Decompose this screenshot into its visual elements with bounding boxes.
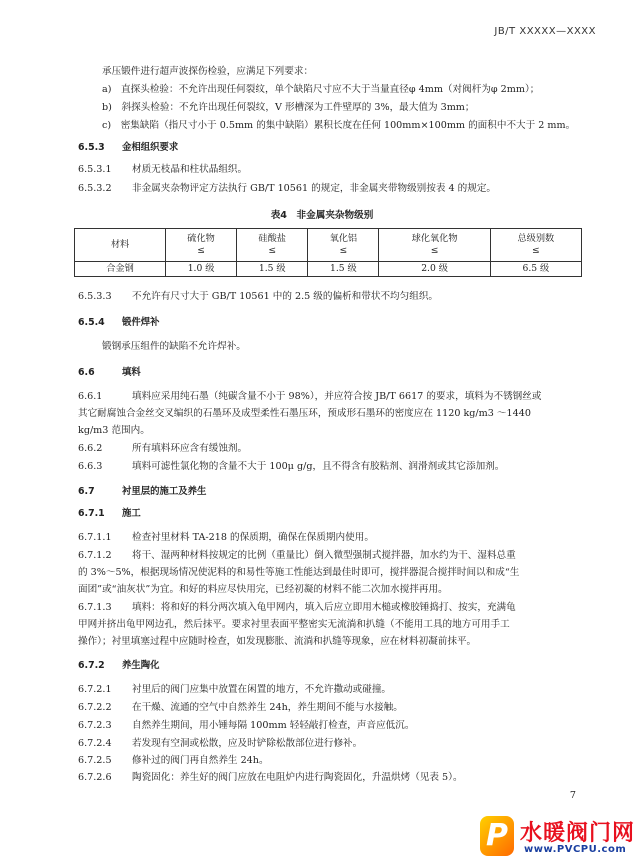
logo-mark-icon: P	[480, 816, 514, 856]
intro-paragraph: 承压锻件进行超声波探伤检验，应满足下列要求：	[102, 66, 314, 77]
section-6-5-4-heading: 6.5.4 锻件焊补	[78, 317, 160, 328]
clause-6-6-2: 6.6.2 所有填料环应含有缓蚀剂。	[78, 443, 248, 454]
table-4-caption: 表4 非金属夹杂物级别	[270, 210, 374, 221]
header-sulfide: 硫化物 ≤	[166, 229, 237, 262]
section-6-7-2-heading: 6.7.2 养生陶化	[78, 660, 160, 671]
clause-6-6-1-cont2: kg/m3 范围内。	[78, 425, 150, 436]
clause-6-7-2-6: 6.7.2.6 陶瓷固化：养生好的阀门应放在电阻炉内进行陶瓷固化，升温烘烤（见表 5）。	[78, 772, 463, 783]
header-total-grade: 总级别数 ≤	[490, 229, 581, 262]
clause-6-7-1-3: 6.7.1.3 填料：将和好的料分两次填入龟甲网内，填入后应立即用木槌或橡胶锤捣打、按实，充满龟	[78, 602, 516, 613]
table-row	[75, 262, 582, 277]
list-item-b: b) 斜探头检验：不允许出现任何裂纹，V 形槽深为工件壁厚的 3%，最大值为 3mm；	[102, 102, 475, 113]
clause-6-5-3-2: 6.5.3.2 非金属夹杂物评定方法执行 GB/T 10561 的规定，非金属夹带物级别按表 4 的规定。	[78, 183, 497, 194]
clause-6-7-1-2-cont2: 面团”或“油灰状”为宜。和好的料应尽快用完，已经初凝的材料不能二次加水搅拌再用。	[78, 584, 448, 595]
watermark-url: www.PVCPU.com	[524, 844, 627, 855]
clause-6-7-2-5: 6.7.2.5 修补过的阀门再自然养生 24h。	[78, 755, 269, 766]
clause-6-6-1-cont: 其它耐腐蚀合金丝交叉编织的石墨环及成型柔性石墨压环，预成形石墨环的密度应在 1120 kg/m3 ～1440	[78, 408, 531, 419]
cell-material: 合金钢	[75, 262, 166, 277]
cell-value: 1.5 级	[237, 262, 308, 277]
clause-6-7-2-1: 6.7.2.1 衬里后的阀门应集中放置在闲置的地方，不允许撒动或碰撞。	[78, 684, 392, 695]
clause-6-5-3-1: 6.5.3.1 材质无枝晶和柱状晶组织。	[78, 164, 248, 175]
cell-value: 1.5 级	[308, 262, 379, 277]
page-number: 7	[569, 790, 576, 801]
header-alumina: 氧化铝 ≤	[308, 229, 379, 262]
section-6-7-heading: 6.7 衬里层的施工及养生	[78, 486, 207, 497]
standard-code: JB/T XXXXX—XXXX	[494, 26, 596, 37]
clause-6-7-1-3-cont2: 操作）；衬里填塞过程中应随时检查，如发现膨胀、流淌和扒缝等现象，应在材料初凝前抹平。	[78, 636, 477, 647]
cell-value: 2.0 级	[379, 262, 490, 277]
table-header-row	[75, 229, 582, 262]
header-material: 材料	[75, 229, 166, 262]
site-watermark-logo	[478, 812, 644, 863]
list-item-c: c) 密集缺陷（指尺寸小于 0.5mm 的集中缺陷）累积长度在任何 100mm×100mm 的面积中不大于 2 mm。	[102, 120, 576, 131]
clause-6-6-3: 6.6.3 填料可滤性氯化物的含量不大于 100μ g/g，且不得含有胶粘剂、润滑剂或其它添加剂。	[78, 461, 505, 472]
clause-6-7-1-2: 6.7.1.2 将干、湿两种材料按规定的比例（重量比）倒入微型强制式搅拌器，加水约为干、湿料总重	[78, 550, 516, 561]
section-6-6-heading: 6.6 填料	[78, 367, 141, 378]
clause-6-7-1-3-cont: 甲网并挤出龟甲网边孔，然后抹平。要求衬里表面平整密实无流淌和扒缝（不能用工具的地方可用手工	[78, 619, 510, 630]
cell-value: 6.5 级	[490, 262, 581, 277]
clause-6-6-1: 6.6.1 填料应采用纯石墨（纯碳含量不小于 98%），并应符合按 JB/T 6617 的要求，填料为不锈钢丝或	[78, 391, 542, 402]
clause-6-5-3-3: 6.5.3.3 不允许有尺寸大于 GB/T 10561 中的 2.5 级的偏析和带状不均匀组织。	[78, 291, 439, 302]
clause-6-7-1-1: 6.7.1.1 检查衬里材料 TA-218 的保质期，确保在保质期内使用。	[78, 532, 374, 543]
header-silicate: 硅酸盐 ≤	[237, 229, 308, 262]
clause-6-7-2-3: 6.7.2.3 自然养生期间，用小锤每隔 100mm 轻轻敲打检查，声音应低沉。	[78, 720, 415, 731]
clause-6-7-1-2-cont: 的 3%～5%，根据现场情况使泥料的和易性等施工性能达到最佳时即可，搅拌器混合搅拌时间以和成“生	[78, 567, 520, 578]
list-item-a: a) 直探头检验：不允许出现任何裂纹，单个缺陷尺寸应不大于当量直径φ 4mm（对阀杆为φ 2mm）；	[102, 84, 540, 95]
section-6-5-4-text: 锻钢承压组件的缺陷不允许焊补。	[102, 341, 246, 352]
section-6-5-3-heading: 6.5.3 金相组织要求	[78, 142, 179, 153]
clause-6-7-2-4: 6.7.2.4 若发现有空洞或松散，应及时铲除松散部位进行修补。	[78, 738, 363, 749]
watermark-site-name: 水暖阀门网	[520, 821, 636, 846]
header-globular-oxide: 球化氧化物 ≤	[379, 229, 490, 262]
table-4	[74, 228, 582, 277]
cell-value: 1.0 级	[166, 262, 237, 277]
section-6-7-1-heading: 6.7.1 施工	[78, 508, 141, 519]
clause-6-7-2-2: 6.7.2.2 在干燥、流通的空气中自然养生 24h，养生期间不能与水接触。	[78, 702, 403, 713]
